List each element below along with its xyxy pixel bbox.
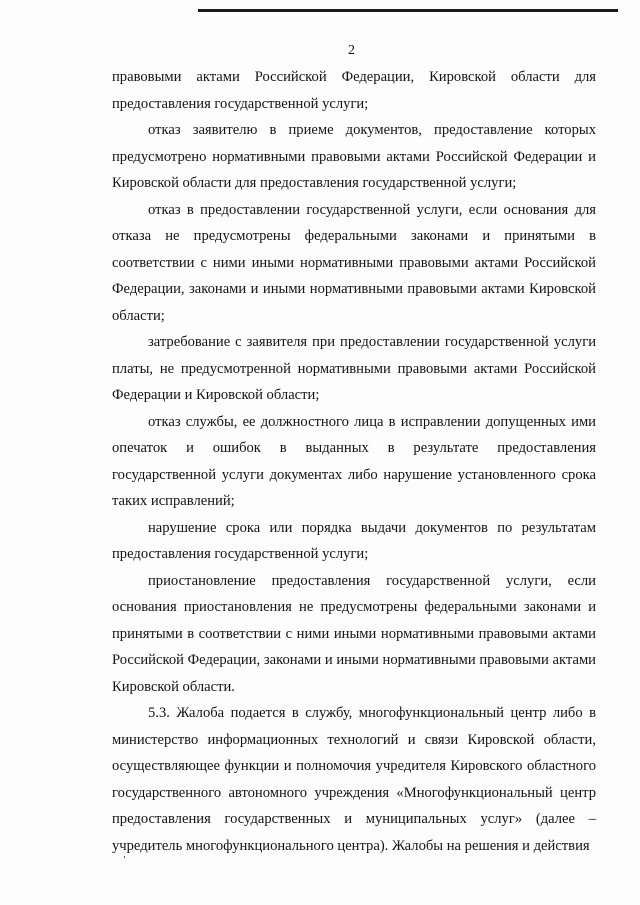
paragraph-refusal-provision: отказ в предоставлении государственной услуги, если основания для отказа не предусмотрены федеральными законами и принятыми в соответствии с ними иными нормативными правовыми актами Российской Федерации, законами и иными нормативными правовыми актами Кировской области; [112,201,596,324]
paragraph-continuation: правовыми актами Российской Федерации, Кировской области для предоставления государственной услуги; [112,69,596,112]
paragraph-suspension: приостановление предоставления государственной услуги, если основания приостановления не предусмотрены федеральными законами и принятыми в соответствии с ними иными нормативными правовыми актами Российской Федерации, законами и иными нормативными правовыми актами Кировской области. [112,572,596,695]
paragraph-fee-demand: затребование с заявителя при предоставлении государственной услуги платы, не предусмотренной нормативными правовыми актами Российской Федерации и Кировской области; [112,334,596,403]
body-text [112,64,596,859]
paragraph-refusal-acceptance: отказ заявителю в приеме документов, предоставление которых предусмотрено нормативными правовыми актами Российской Федерации и Кировской области для предоставления государственной услуги; [112,122,596,191]
scan-speck [124,856,125,858]
page-number: 2 [348,43,355,58]
paragraph-5-3-complaint: 5.3. Жалоба подается в службу, многофункциональный центр либо в министерство информационных технологий и связи Кировской области, осуществляющее функции и полномочия учредителя Кировского областного государственного автономного учреждения «Многофункциональный центр предоставления государственных и муниципальных услуг» (далее – учредитель многофункционального центра). Жалобы на решения и действия [112,705,596,854]
paragraph-issuance-violation: нарушение срока или порядка выдачи документов по результатам предоставления государственной услуги; [112,519,596,562]
top-rule [198,9,618,12]
paragraph-correction-refusal: отказ службы, ее должностного лица в исправлении допущенных ими опечаток и ошибок в выданных в результате предоставления государственной услуги документах либо нарушение установленного срока таких исправлений; [112,413,596,509]
